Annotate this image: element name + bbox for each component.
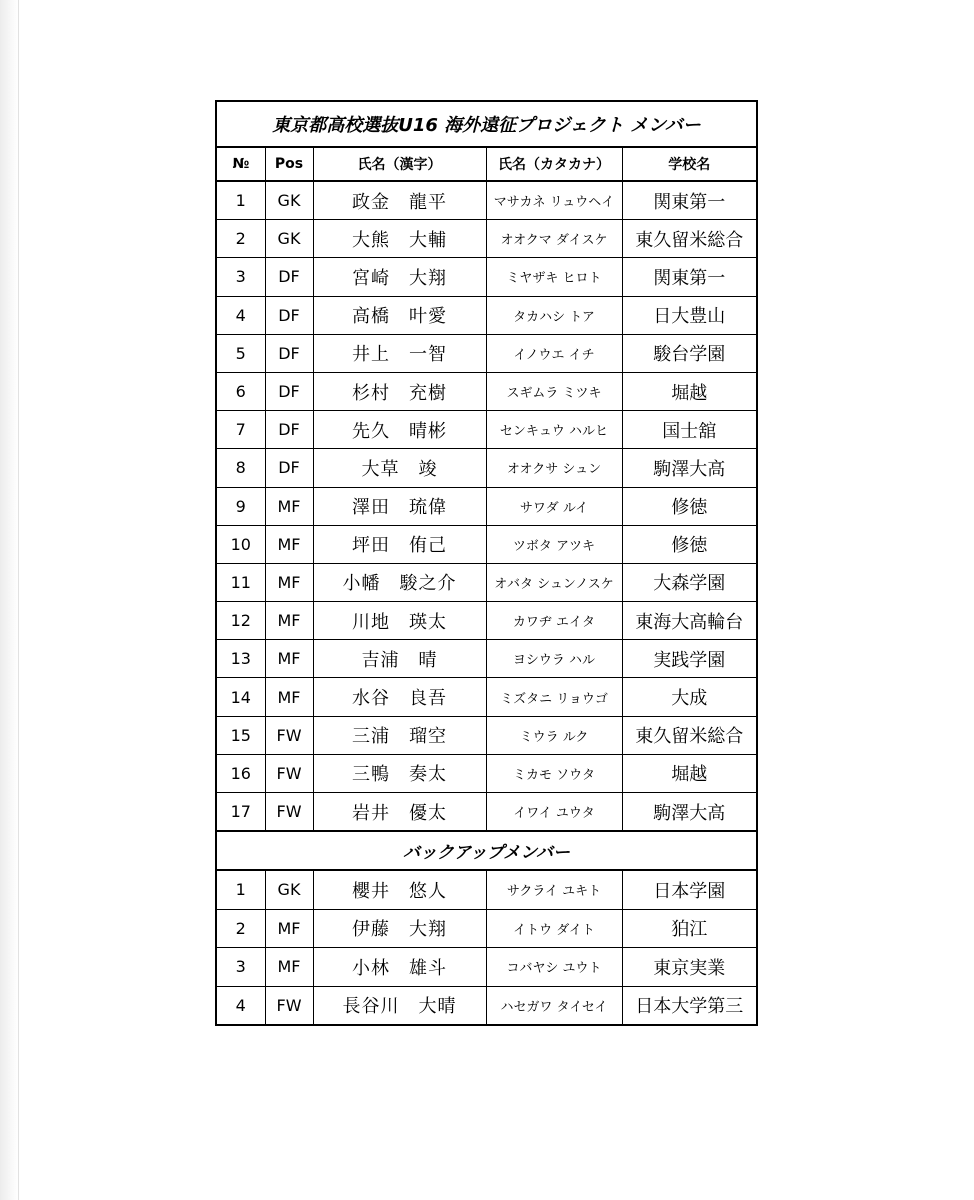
member-row	[216, 563, 757, 601]
member-school: 駒澤大高	[622, 449, 757, 487]
backup-row	[216, 909, 757, 948]
member-name-kana: ヨシウラ ハル	[486, 640, 622, 678]
member-row	[216, 716, 757, 754]
member-name-kana: カワヂ エイタ	[486, 602, 622, 640]
header-pos: Pos	[265, 147, 313, 181]
member-pos: GK	[265, 220, 313, 258]
member-pos: DF	[265, 258, 313, 296]
title-row	[216, 101, 757, 147]
member-no: 5	[216, 334, 265, 372]
member-name-kana: ミウラ ルク	[486, 716, 622, 754]
member-no: 14	[216, 678, 265, 716]
member-name-kanji: 先久 晴彬	[313, 411, 486, 449]
member-pos: MF	[265, 525, 313, 563]
header-no: №	[216, 147, 265, 181]
member-name-kana: ツボタ アツキ	[486, 525, 622, 563]
backup-name-kana: ハセガワ タイセイ	[486, 986, 622, 1025]
member-no: 6	[216, 372, 265, 410]
member-no: 8	[216, 449, 265, 487]
members-body	[216, 181, 757, 1025]
document-title: 東京都高校選抜U16 海外遠征プロジェクト メンバー	[216, 101, 757, 147]
backup-school: 東京実業	[622, 948, 757, 987]
member-school: 修徳	[622, 487, 757, 525]
member-row	[216, 640, 757, 678]
member-name-kanji: 川地 瑛太	[313, 602, 486, 640]
member-row	[216, 525, 757, 563]
member-name-kanji: 水谷 良吾	[313, 678, 486, 716]
member-school: 関東第一	[622, 258, 757, 296]
member-row	[216, 449, 757, 487]
member-no: 3	[216, 258, 265, 296]
member-name-kanji: 大草 竣	[313, 449, 486, 487]
member-pos: MF	[265, 678, 313, 716]
member-name-kanji: 大熊 大輔	[313, 220, 486, 258]
member-school: 堀越	[622, 754, 757, 792]
backup-school: 日本学園	[622, 870, 757, 909]
member-no: 10	[216, 525, 265, 563]
member-no: 4	[216, 296, 265, 334]
backup-name-kanji: 櫻井 悠人	[313, 870, 486, 909]
member-pos: FW	[265, 793, 313, 832]
member-name-kanji: 岩井 優太	[313, 793, 486, 832]
member-no: 15	[216, 716, 265, 754]
member-pos: MF	[265, 640, 313, 678]
member-no: 17	[216, 793, 265, 832]
backup-pos: MF	[265, 909, 313, 948]
member-name-kana: イノウエ イチ	[486, 334, 622, 372]
backup-row	[216, 870, 757, 909]
backup-no: 4	[216, 986, 265, 1025]
member-no: 13	[216, 640, 265, 678]
member-no: 7	[216, 411, 265, 449]
member-pos: MF	[265, 602, 313, 640]
member-name-kana: スギムラ ミツキ	[486, 372, 622, 410]
backup-name-kanji: 長谷川 大晴	[313, 986, 486, 1025]
backup-pos: MF	[265, 948, 313, 987]
backup-name-kanji: 小林 雄斗	[313, 948, 486, 987]
backup-no: 1	[216, 870, 265, 909]
member-pos: MF	[265, 487, 313, 525]
backup-name-kana: イトウ ダイト	[486, 909, 622, 948]
backup-section-title: バックアップメンバー	[216, 831, 757, 870]
backup-row	[216, 986, 757, 1025]
member-pos: DF	[265, 372, 313, 410]
member-school: 駿台学園	[622, 334, 757, 372]
member-school: 駒澤大高	[622, 793, 757, 832]
member-name-kana: センキュウ ハルヒ	[486, 411, 622, 449]
member-row	[216, 334, 757, 372]
member-no: 1	[216, 181, 265, 220]
backup-school: 狛江	[622, 909, 757, 948]
member-name-kana: ミヤザキ ヒロト	[486, 258, 622, 296]
backup-name-kana: コバヤシ ユウト	[486, 948, 622, 987]
backup-pos: GK	[265, 870, 313, 909]
member-name-kanji: 澤田 琉偉	[313, 487, 486, 525]
member-no: 2	[216, 220, 265, 258]
member-name-kanji: 高橋 叶愛	[313, 296, 486, 334]
member-name-kanji: 井上 一智	[313, 334, 486, 372]
member-name-kana: オバタ シュンノスケ	[486, 563, 622, 601]
page-edge-shadow	[0, 0, 19, 1200]
member-row	[216, 411, 757, 449]
member-row	[216, 372, 757, 410]
backup-name-kana: サクライ ユキト	[486, 870, 622, 909]
backup-pos: FW	[265, 986, 313, 1025]
member-school: 大森学園	[622, 563, 757, 601]
member-name-kana: オオクマ ダイスケ	[486, 220, 622, 258]
backup-no: 3	[216, 948, 265, 987]
backup-school: 日本大学第三	[622, 986, 757, 1025]
member-school: 修徳	[622, 525, 757, 563]
backup-name-kanji: 伊藤 大翔	[313, 909, 486, 948]
member-school: 大成	[622, 678, 757, 716]
member-school: 国士舘	[622, 411, 757, 449]
member-school: 実践学園	[622, 640, 757, 678]
member-name-kanji: 小幡 駿之介	[313, 563, 486, 601]
member-name-kanji: 吉浦 晴	[313, 640, 486, 678]
member-row	[216, 602, 757, 640]
member-no: 16	[216, 754, 265, 792]
header-name-kanji: 氏名（漢字）	[313, 147, 486, 181]
header-name-kana: 氏名（カタカナ）	[486, 147, 622, 181]
member-no: 11	[216, 563, 265, 601]
member-name-kana: タカハシ トア	[486, 296, 622, 334]
header-row	[216, 147, 757, 181]
member-pos: GK	[265, 181, 313, 220]
member-name-kana: オオクサ シュン	[486, 449, 622, 487]
member-school: 堀越	[622, 372, 757, 410]
member-school: 東久留米総合	[622, 716, 757, 754]
member-pos: FW	[265, 754, 313, 792]
member-name-kanji: 三鴨 奏太	[313, 754, 486, 792]
member-name-kana: イワイ ユウタ	[486, 793, 622, 832]
member-school: 東海大高輪台	[622, 602, 757, 640]
roster-table	[215, 100, 758, 1026]
member-pos: FW	[265, 716, 313, 754]
member-pos: DF	[265, 296, 313, 334]
member-pos: MF	[265, 563, 313, 601]
member-no: 9	[216, 487, 265, 525]
member-no: 12	[216, 602, 265, 640]
member-name-kanji: 坪田 侑己	[313, 525, 486, 563]
member-school: 東久留米総合	[622, 220, 757, 258]
member-name-kanji: 宮崎 大翔	[313, 258, 486, 296]
member-name-kana: マサカネ リュウヘイ	[486, 181, 622, 220]
member-name-kana: サワダ ルイ	[486, 487, 622, 525]
member-row	[216, 258, 757, 296]
member-name-kanji: 政金 龍平	[313, 181, 486, 220]
member-row	[216, 296, 757, 334]
member-row	[216, 181, 757, 220]
member-row	[216, 793, 757, 832]
member-pos: DF	[265, 411, 313, 449]
member-row	[216, 487, 757, 525]
member-school: 関東第一	[622, 181, 757, 220]
member-pos: DF	[265, 449, 313, 487]
backup-section-row	[216, 831, 757, 870]
member-row	[216, 678, 757, 716]
member-school: 日大豊山	[622, 296, 757, 334]
member-name-kana: ミズタニ リョウゴ	[486, 678, 622, 716]
member-row	[216, 754, 757, 792]
backup-row	[216, 948, 757, 987]
member-name-kana: ミカモ ソウタ	[486, 754, 622, 792]
member-name-kanji: 三浦 瑠空	[313, 716, 486, 754]
member-pos: DF	[265, 334, 313, 372]
member-name-kanji: 杉村 充樹	[313, 372, 486, 410]
member-row	[216, 220, 757, 258]
header-school: 学校名	[622, 147, 757, 181]
backup-no: 2	[216, 909, 265, 948]
